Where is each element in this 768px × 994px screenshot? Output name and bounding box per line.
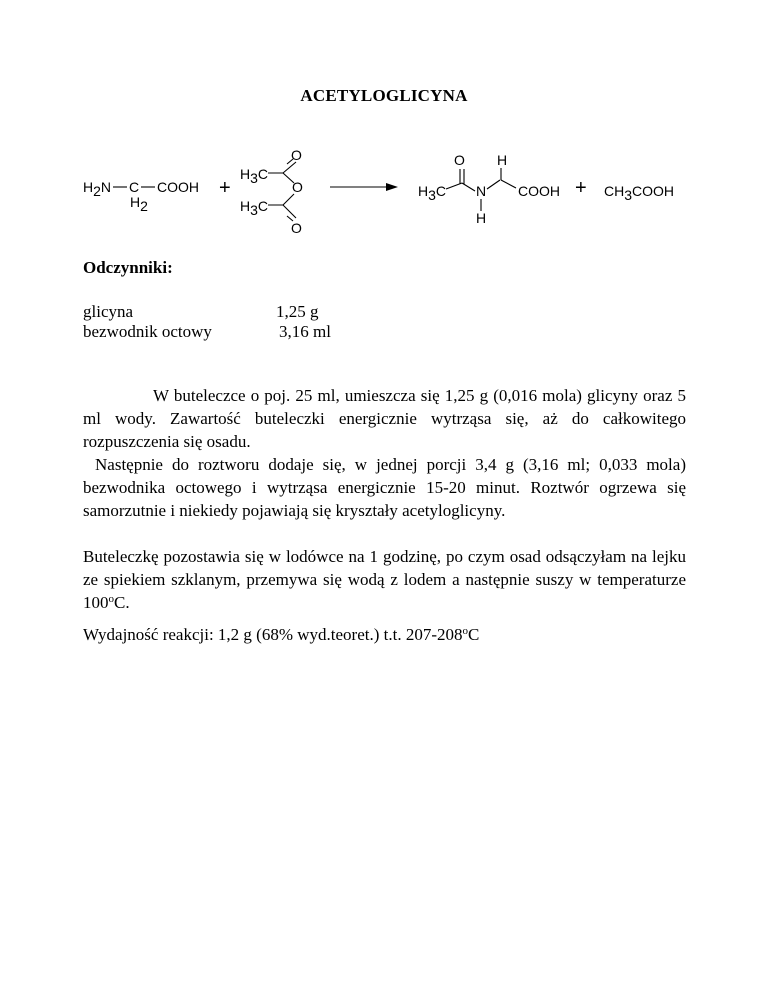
product-cooh: COOH: [518, 183, 560, 199]
svg-text:H3C: [240, 198, 268, 218]
product-h3c-sub: 3: [428, 187, 436, 203]
plus-sign-1: +: [219, 177, 231, 199]
reagent-name-glycine: glicyna: [83, 302, 134, 321]
anhydride-c-top: C: [257, 166, 269, 182]
yield-text: Wydajność reakcji: 1,2 g (68% wyd.teoret.) t.t. 207-208: [83, 625, 463, 644]
glycine-c: C: [129, 179, 140, 195]
svg-text:CH3COOH: [604, 183, 674, 203]
product-h3c-h: H: [418, 183, 429, 199]
glycine-cooh: COOH: [157, 179, 199, 195]
reaction-scheme: [0, 140, 768, 245]
procedure-paragraph-1: W buteleczce o poj. 25 ml, umieszcza się 1,25 g (0,016 mola) glicyny oraz 5 ml wody. Zawartość buteleczki energicznie wytrząsa się, aż do całkowitego rozpuszczenia się osadu.: [83, 386, 686, 451]
degree-symbol: o: [108, 593, 114, 605]
yield-line: [83, 623, 686, 646]
bond-top-chain: [268, 162, 296, 173]
glycine-h2-sub: 2: [140, 198, 148, 214]
bond-c-n: [462, 183, 475, 191]
anhydride-h3c-top-sub: 3: [250, 170, 258, 186]
acetic-anhydride-structure: [240, 147, 303, 236]
reagent-amount-glycine: 1,25 g: [276, 302, 319, 321]
anhydride-o-top: O: [291, 147, 302, 163]
glycine-h: H: [83, 179, 94, 195]
anhydride-h3c-bot-h: H: [240, 198, 251, 214]
bond-bottom-chain: [268, 205, 296, 218]
anhydride-h3c-top-h: H: [240, 166, 251, 182]
bond-ch3-c: [446, 183, 462, 189]
acetic-acid-sub: 3: [624, 187, 633, 203]
anhydride-o-mid: O: [292, 179, 303, 195]
yield-unit: C: [468, 625, 480, 644]
svg-text:H2: [130, 194, 148, 214]
glycine-structure: [83, 179, 199, 214]
reagents-heading: Odczynniki:: [83, 258, 173, 277]
acetic-acid-cooh: COOH: [632, 183, 675, 199]
product-h-top: H: [497, 152, 508, 168]
svg-text:H3C: [240, 166, 268, 186]
procedure-paragraph-3: [83, 545, 686, 614]
anhydride-o-bot: O: [291, 220, 302, 236]
procedure-p3-text: Buteleczkę pozostawia się w lodówce na 1 godzinę, po czym osad odsączyłam na lejku ze spiekiem szklanym, przemywa się wodą z lodem a następnie suszy w temperaturze 100: [83, 547, 686, 612]
yield-degree-symbol: o: [462, 625, 468, 637]
anhydride-c-bot: C: [257, 198, 269, 214]
product-o: O: [454, 152, 465, 168]
bond-n-ch: [487, 180, 500, 189]
acetic-acid-ch: CH: [604, 183, 625, 199]
bond-ch-cooh: [501, 180, 516, 188]
glycine-h-sub: 2: [93, 183, 101, 199]
product-h-bottom: H: [476, 210, 487, 226]
reagent-name-anhydride: bezwodnik octowy: [83, 322, 212, 341]
svg-text:H2N: [83, 179, 111, 199]
reagent-amount-anhydride: 3,16 ml: [279, 322, 331, 341]
plus-sign-2: +: [575, 177, 587, 199]
product-n: N: [476, 183, 487, 199]
anhydride-h3c-bot-sub: 3: [250, 202, 258, 218]
glycine-n: N: [100, 179, 112, 195]
procedure-p3-unit: C.: [114, 593, 130, 612]
document-title: ACETYLOGLICYNA: [300, 86, 468, 105]
reaction-arrow: [330, 183, 398, 191]
procedure-paragraph-2: Następnie do roztworu dodaje się, w jednej porcji 3,4 g (3,16 ml; 0,033 mola) bezwodnika octowego i wytrząsa energicznie 15-20 minut. Roztwór ogrzewa się samorzutnie i niekiedy pojawiają się kryształy acetyloglicyny.: [83, 455, 686, 520]
svg-text:H3C: [418, 183, 446, 203]
product-c: C: [435, 183, 447, 199]
glycine-h2: H: [130, 194, 141, 210]
acetylglycine-structure: [418, 152, 560, 226]
bond-o-to-bottom: [283, 194, 294, 205]
